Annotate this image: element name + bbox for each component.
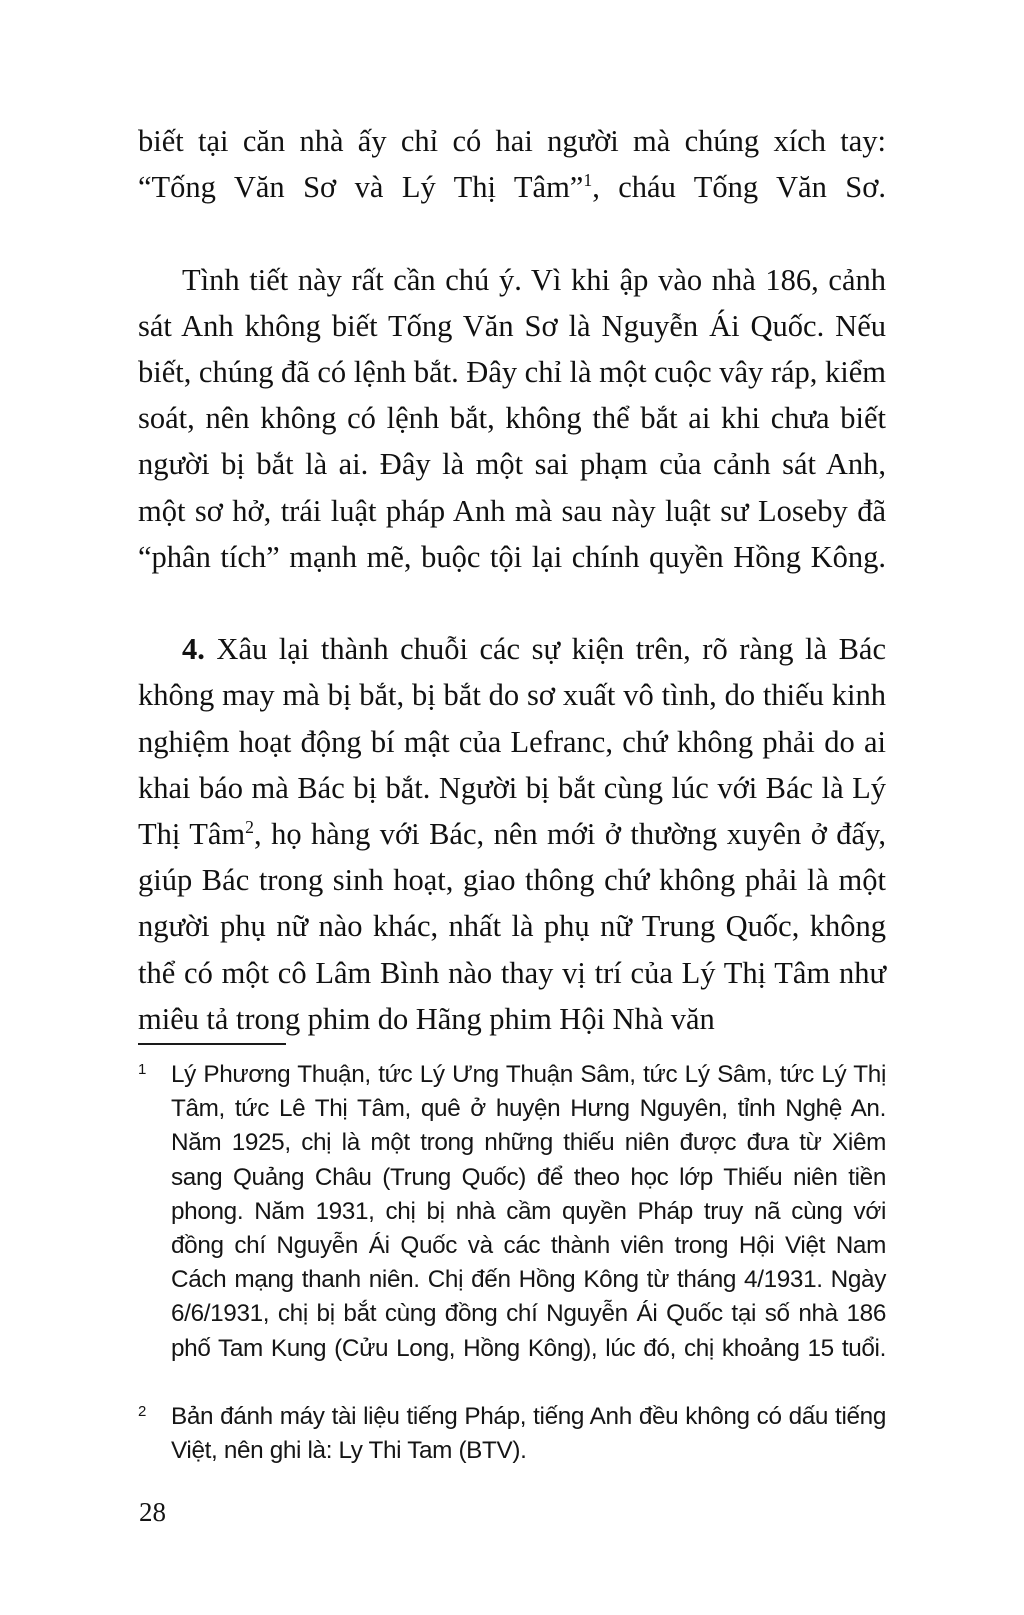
footnote-reference-1[interactable]: 1 <box>583 170 593 191</box>
paragraph-2 <box>138 257 886 627</box>
paragraph-1 <box>138 118 886 257</box>
paragraph-3-lead-number: 4. <box>182 632 205 667</box>
footnote-item-1 <box>138 1058 886 1400</box>
paragraph-3 <box>138 626 886 1042</box>
footnote-item-2 <box>138 1400 886 1468</box>
footnote-separator-rule <box>138 1043 286 1045</box>
paragraph-3-text: Xâu lại thành chuỗi các sự kiện trên, rõ ràng là Bác không may mà bị bắt, bị bắt do sơ xuất vô tình, do thiếu kinh nghiệm hoạt động bí mật của Lefranc, chứ không phải do ai khai báo mà Bác bị bắt. Người bị bắt cùng lúc với Bác là Lý Thị Tâm <box>138 632 886 852</box>
footnote-marker-2: 2 <box>138 1403 146 1421</box>
footnote-reference-2[interactable]: 2 <box>245 816 254 837</box>
body-text-block <box>138 118 886 1042</box>
footnote-text-2: Bản đánh máy tài liệu tiếng Pháp, tiếng Anh đều không có dấu tiếng Việt, nên ghi là: Ly Thi Tam (BTV). <box>171 1403 886 1465</box>
paragraph-3-text-tail: , họ hàng với Bác, nên mới ở thường xuyên ở đấy, giúp Bác trong sinh hoạt, giao thông chứ không phải là một người phụ nữ nào khác, nhất là phụ nữ Trung Quốc, không thể có một cô Lâm Bình nào thay vị trí của Lý Thị Tâm như miêu tả trong phim do Hãng phim Hội Nhà văn <box>138 817 886 1036</box>
paragraph-2-text: Tình tiết này rất cần chú ý. Vì khi ập vào nhà 186, cảnh sát Anh không biết Tống Văn Sơ là Nguyễn Ái Quốc. Nếu biết, chúng đã có lệnh bắt. Đây chỉ là một cuộc vây ráp, kiểm soát, nên không có lệnh bắt, không thể bắt ai khi chưa biết người bị bắt là ai. Đây là một sai phạm của cảnh sát Anh, một sơ hở, trái luật pháp Anh mà sau này luật sư Loseby đã “phân tích” mạnh mẽ, buộc tội lại chính quyền Hồng Kông. <box>138 262 886 574</box>
page-number: 28 <box>139 1497 166 1527</box>
paragraph-1-text: biết tại căn nhà ấy chỉ có hai người mà chúng xích tay: “Tống Văn Sơ và Lý Thị Tâm” <box>138 124 886 205</box>
paragraph-1-text-tail: , cháu Tống Văn Sơ. <box>592 170 887 205</box>
footnote-block <box>138 1058 886 1468</box>
footnote-marker-1: 1 <box>138 1061 146 1078</box>
footnote-text-1: Lý Phương Thuận, tức Lý Ưng Thuận Sâm, tức Lý Sâm, tức Lý Thị Tâm, tức Lê Thị Tâm, quê ở huyện Hưng Nguyên, tỉnh Nghệ An. Năm 1925, chị là một trong những thiếu niên được đưa từ Xiêm sang Quảng Châu (Trung Quốc) để theo học lớp Thiếu niên tiền phong. Năm 1931, chị bị nhà cầm quyền Pháp truy nã cùng với đồng chí Nguyễn Ái Quốc và các thành viên trong Hội Việt Nam Cách mạng thanh niên. Chị đến Hồng Kông từ tháng 4/1931. Ngày 6/6/1931, chị bị bắt cùng đồng chí Nguyễn Ái Quốc tại số nhà 186 phố Tam Kung (Cửu Long, Hồng Kông), lúc đó, chị khoảng 15 tuổi. <box>171 1061 886 1362</box>
